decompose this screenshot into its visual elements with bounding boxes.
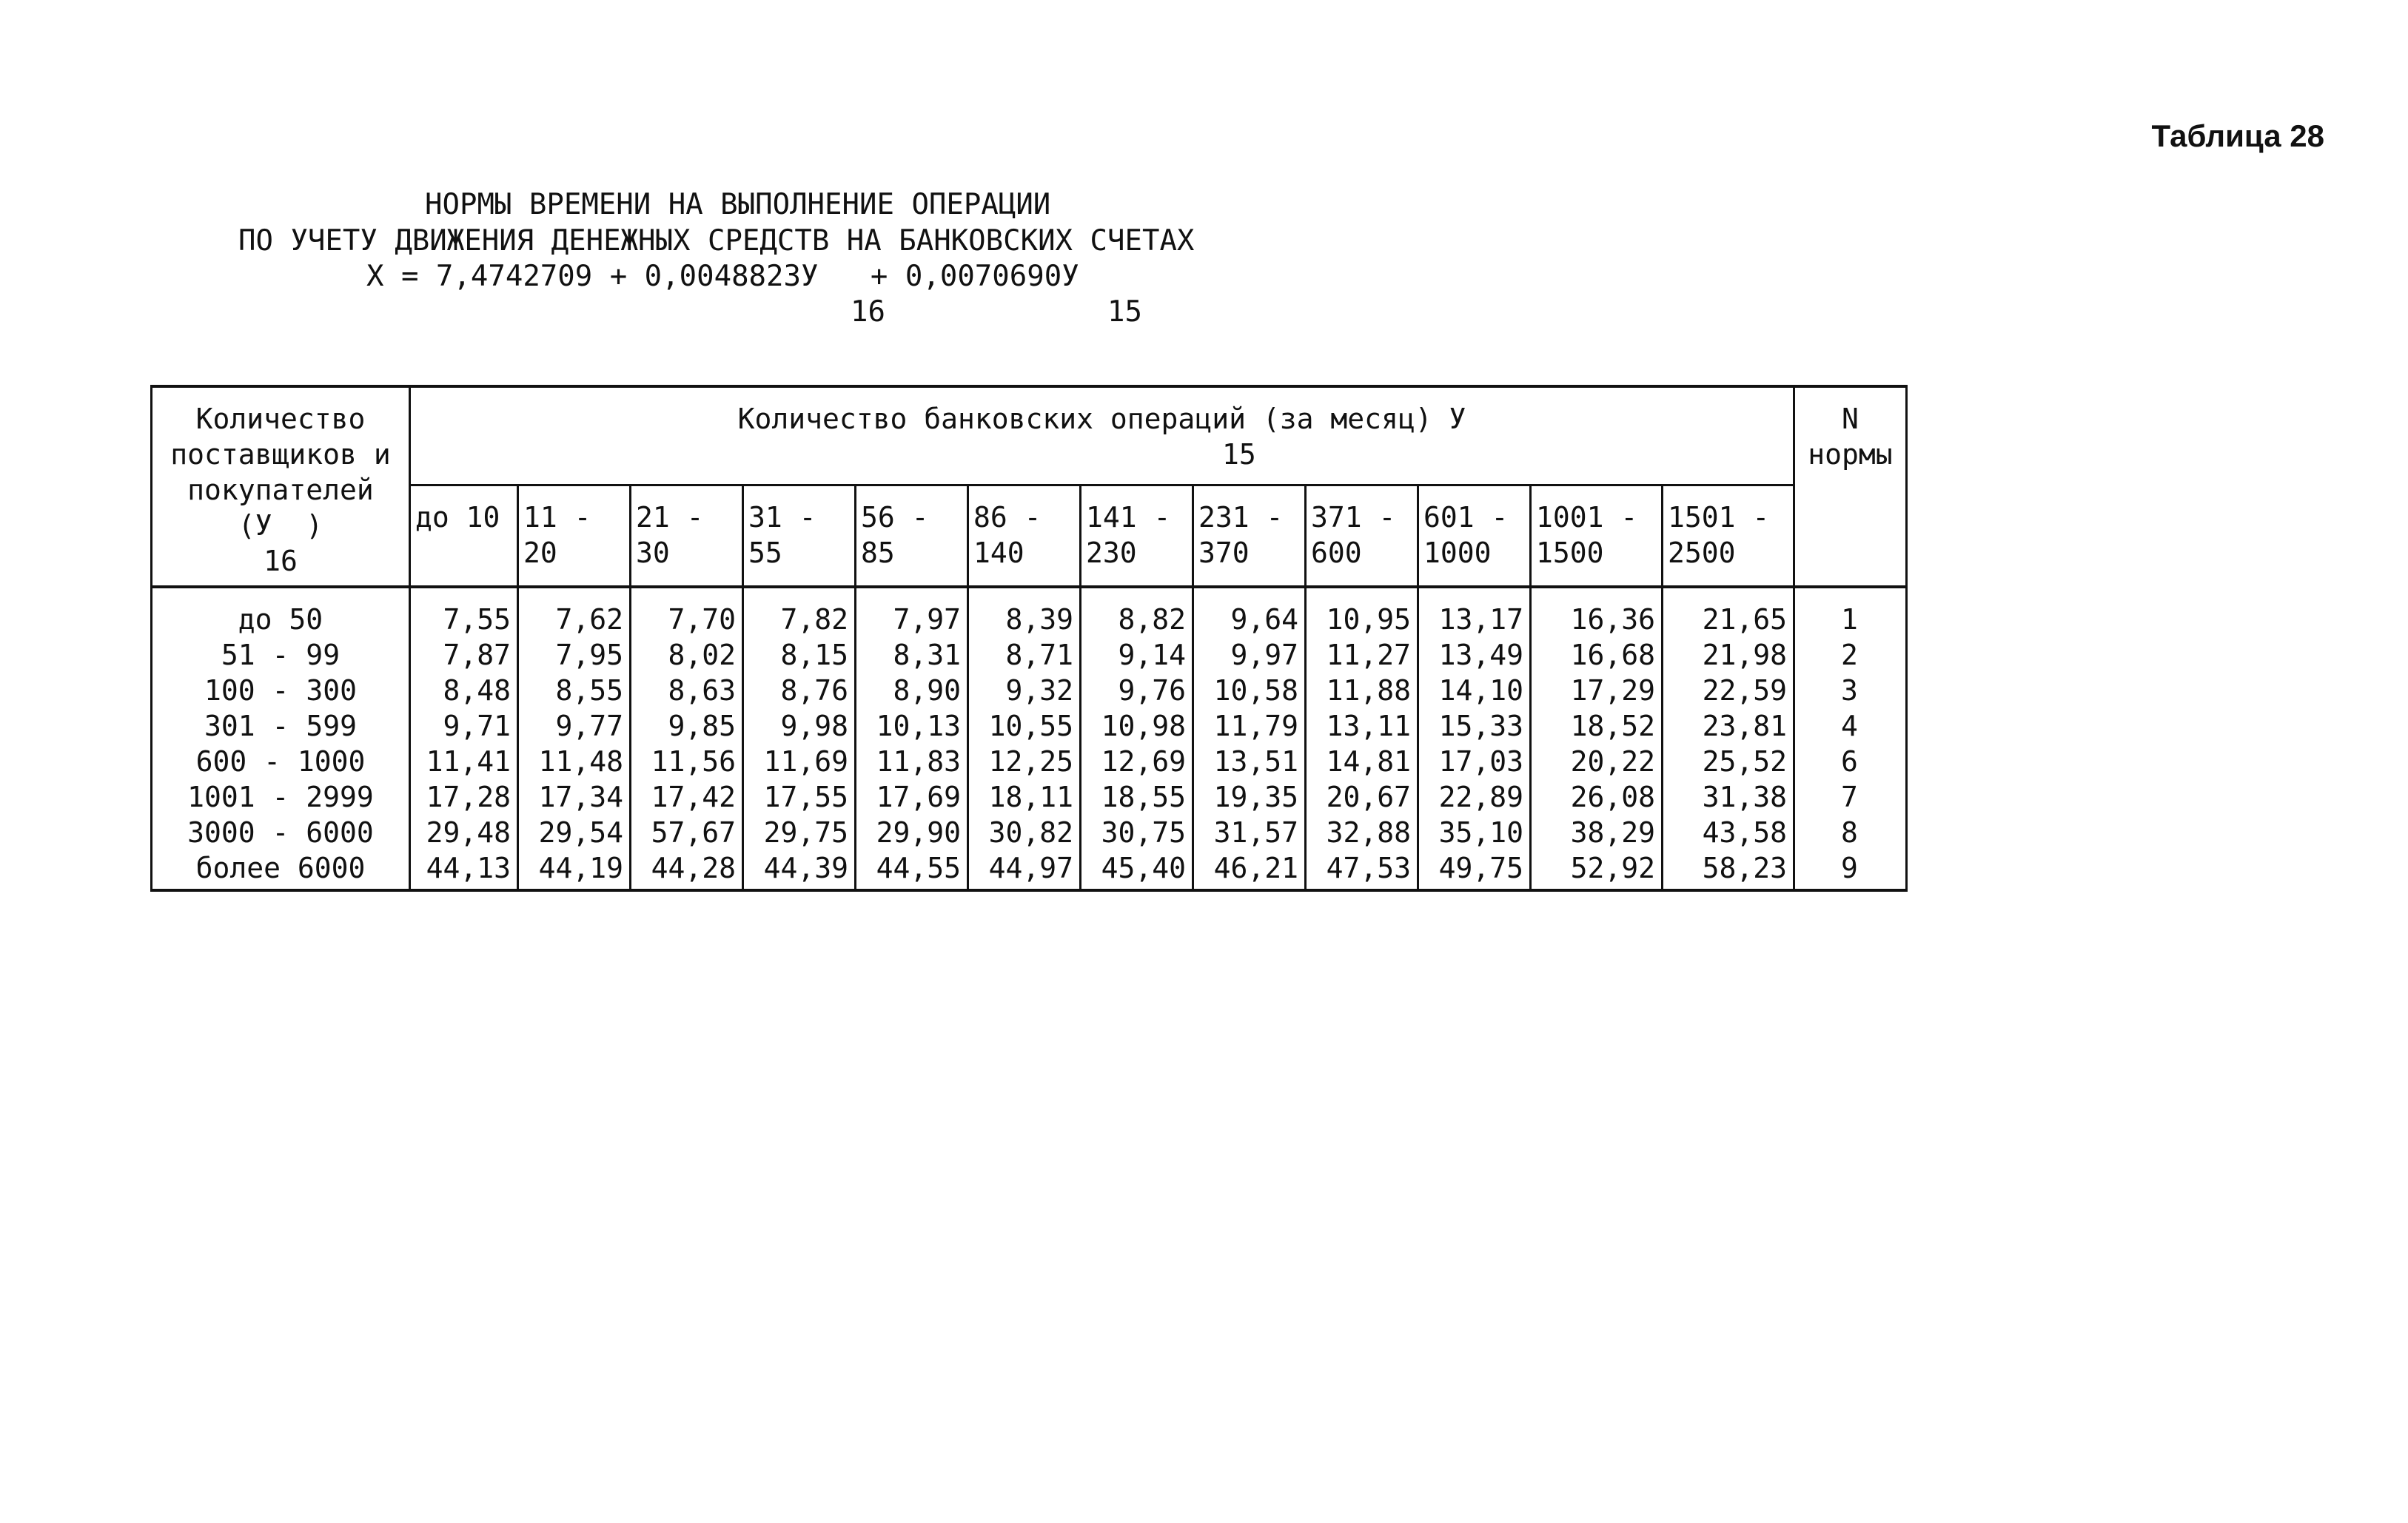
norm-value: 18,52 bbox=[1531, 708, 1663, 744]
norm-value: 8,76 bbox=[743, 673, 856, 708]
norm-value: 7,62 bbox=[518, 587, 631, 637]
range-header-cell bbox=[743, 485, 856, 588]
norm-value: 14,81 bbox=[1306, 744, 1418, 779]
range-header-cell bbox=[1531, 485, 1663, 588]
norm-value: 8,31 bbox=[856, 637, 968, 673]
norm-value: 17,28 bbox=[410, 779, 518, 815]
norm-value: 23,81 bbox=[1663, 708, 1794, 744]
table-row bbox=[152, 637, 1907, 673]
table-row bbox=[152, 587, 1907, 637]
norm-value: 16,68 bbox=[1531, 637, 1663, 673]
norm-value: 11,83 bbox=[856, 744, 968, 779]
range-header-cell bbox=[1081, 485, 1193, 588]
norm-value: 9,71 bbox=[410, 708, 518, 744]
norm-value: 31,38 bbox=[1663, 779, 1794, 815]
norm-value: 11,69 bbox=[743, 744, 856, 779]
norm-value: 52,92 bbox=[1531, 850, 1663, 890]
norm-value: 25,52 bbox=[1663, 744, 1794, 779]
norm-value: 8,82 bbox=[1081, 587, 1193, 637]
range-header-line: 1501 - bbox=[1668, 501, 1770, 534]
row-label-line: Количество bbox=[195, 403, 366, 435]
norm-value: 13,11 bbox=[1306, 708, 1418, 744]
norm-value: 44,28 bbox=[631, 850, 743, 890]
header-row bbox=[152, 386, 1907, 485]
norm-value: 44,19 bbox=[518, 850, 631, 890]
norm-number: 7 bbox=[1794, 779, 1907, 815]
norm-value: 9,98 bbox=[743, 708, 856, 744]
range-header-line: 85 bbox=[861, 537, 895, 569]
norm-value: 29,75 bbox=[743, 815, 856, 850]
norm-value: 7,70 bbox=[631, 587, 743, 637]
norm-value: 11,27 bbox=[1306, 637, 1418, 673]
norm-value: 7,87 bbox=[410, 637, 518, 673]
norm-value: 8,48 bbox=[410, 673, 518, 708]
range-header-line: 2500 bbox=[1668, 537, 1736, 569]
norm-value: 44,55 bbox=[856, 850, 968, 890]
norm-number: 8 bbox=[1794, 815, 1907, 850]
norm-value: 44,97 bbox=[968, 850, 1081, 890]
norm-value: 12,69 bbox=[1081, 744, 1193, 779]
norm-number-header bbox=[1794, 386, 1907, 587]
norm-value: 8,71 bbox=[968, 637, 1081, 673]
norm-value: 47,53 bbox=[1306, 850, 1418, 890]
row-label: 51 - 99 bbox=[152, 637, 410, 673]
norm-value: 8,02 bbox=[631, 637, 743, 673]
norm-value: 9,14 bbox=[1081, 637, 1193, 673]
norm-value: 9,97 bbox=[1193, 637, 1306, 673]
range-header-line: 21 - bbox=[636, 501, 704, 534]
norm-value: 9,85 bbox=[631, 708, 743, 744]
norm-value: 7,82 bbox=[743, 587, 856, 637]
norm-value: 13,51 bbox=[1193, 744, 1306, 779]
range-header-line: 55 bbox=[748, 537, 782, 569]
norm-value: 8,39 bbox=[968, 587, 1081, 637]
range-header-line: 370 bbox=[1198, 537, 1250, 569]
range-header-line: 86 - bbox=[973, 501, 1042, 534]
norm-value: 19,35 bbox=[1193, 779, 1306, 815]
norm-value: 7,97 bbox=[856, 587, 968, 637]
norm-value: 58,23 bbox=[1663, 850, 1794, 890]
norm-number: 4 bbox=[1794, 708, 1907, 744]
norm-value: 17,55 bbox=[743, 779, 856, 815]
norm-value: 17,42 bbox=[631, 779, 743, 815]
operations-label: Количество банковских операций (за месяц) У bbox=[737, 403, 1466, 435]
norm-value: 13,17 bbox=[1418, 587, 1531, 637]
range-header-line: 601 - bbox=[1423, 501, 1509, 534]
table-row bbox=[152, 744, 1907, 779]
range-header-cell bbox=[1663, 485, 1794, 588]
norm-value: 10,58 bbox=[1193, 673, 1306, 708]
norm-value: 10,95 bbox=[1306, 587, 1418, 637]
norm-number: 9 bbox=[1794, 850, 1907, 890]
norm-value: 17,29 bbox=[1531, 673, 1663, 708]
row-label-line: поставщиков и bbox=[170, 438, 391, 471]
table-row bbox=[152, 779, 1907, 815]
row-label-line: покупателей bbox=[187, 474, 374, 506]
norm-value: 10,98 bbox=[1081, 708, 1193, 744]
range-header-row bbox=[152, 485, 1907, 588]
range-header-line: 371 - bbox=[1311, 501, 1396, 534]
norm-value: 9,77 bbox=[518, 708, 631, 744]
norm-value: 38,29 bbox=[1531, 815, 1663, 850]
row-label: 600 - 1000 bbox=[152, 744, 410, 779]
table-row bbox=[152, 673, 1907, 708]
norm-value: 11,41 bbox=[410, 744, 518, 779]
norm-value: 30,82 bbox=[968, 815, 1081, 850]
range-header-line: 1000 bbox=[1423, 537, 1492, 569]
row-label-line: 16 bbox=[264, 545, 298, 577]
range-header-line: 140 bbox=[973, 537, 1024, 569]
norm-value: 11,48 bbox=[518, 744, 631, 779]
range-header-line: 230 bbox=[1086, 537, 1137, 569]
norm-value: 17,34 bbox=[518, 779, 631, 815]
norm-value: 18,11 bbox=[968, 779, 1081, 815]
norm-value: 32,88 bbox=[1306, 815, 1418, 850]
norm-value: 15,33 bbox=[1418, 708, 1531, 744]
norm-value: 22,89 bbox=[1418, 779, 1531, 815]
norms-table bbox=[150, 385, 1908, 892]
range-header-line: 56 - bbox=[861, 501, 929, 534]
norm-number: 6 bbox=[1794, 744, 1907, 779]
norm-value: 44,39 bbox=[743, 850, 856, 890]
operations-subscript: 15 bbox=[1222, 438, 1256, 471]
norm-value: 12,25 bbox=[968, 744, 1081, 779]
formula-subscripts bbox=[851, 295, 1142, 330]
norm-value: 10,13 bbox=[856, 708, 968, 744]
norm-value: 16,36 bbox=[1531, 587, 1663, 637]
operations-header bbox=[410, 386, 1794, 485]
norm-value: 31,57 bbox=[1193, 815, 1306, 850]
row-label: до 50 bbox=[152, 587, 410, 637]
norm-value: 14,10 bbox=[1418, 673, 1531, 708]
norm-value: 7,95 bbox=[518, 637, 631, 673]
norm-number: 2 bbox=[1794, 637, 1907, 673]
range-header-cell bbox=[856, 485, 968, 588]
range-header-line: 1001 - bbox=[1536, 501, 1638, 534]
norm-number: 1 bbox=[1794, 587, 1907, 637]
norm-value: 49,75 bbox=[1418, 850, 1531, 890]
formula-line: X = 7,4742709 + 0,0048823У + 0,0070690У bbox=[366, 260, 1079, 293]
norm-number-line: N bbox=[1842, 403, 1859, 435]
row-label: 1001 - 2999 bbox=[152, 779, 410, 815]
norm-number-line: нормы bbox=[1808, 438, 1893, 471]
range-header-line: 1500 bbox=[1536, 537, 1604, 569]
norm-value: 13,49 bbox=[1418, 637, 1531, 673]
norm-value: 9,64 bbox=[1193, 587, 1306, 637]
title-line-1: НОРМЫ ВРЕМЕНИ НА ВЫПОЛНЕНИЕ ОПЕРАЦИИ bbox=[425, 188, 1051, 221]
range-header-cell bbox=[410, 485, 518, 588]
norm-value: 46,21 bbox=[1193, 850, 1306, 890]
range-header-cell bbox=[518, 485, 631, 588]
norm-value: 43,58 bbox=[1663, 815, 1794, 850]
norm-value: 7,55 bbox=[410, 587, 518, 637]
norm-value: 29,54 bbox=[518, 815, 631, 850]
row-label: 3000 - 6000 bbox=[152, 815, 410, 850]
norm-value: 11,79 bbox=[1193, 708, 1306, 744]
range-header-line: 31 - bbox=[748, 501, 816, 534]
norm-value: 10,55 bbox=[968, 708, 1081, 744]
table-row bbox=[152, 850, 1907, 890]
norm-value: 18,55 bbox=[1081, 779, 1193, 815]
norm-value: 35,10 bbox=[1418, 815, 1531, 850]
norm-value: 17,69 bbox=[856, 779, 968, 815]
range-header-line: 231 - bbox=[1198, 501, 1284, 534]
row-label-line: (У ) bbox=[238, 509, 323, 542]
range-header-cell bbox=[1306, 485, 1418, 588]
range-header-cell bbox=[968, 485, 1081, 588]
norm-value: 22,59 bbox=[1663, 673, 1794, 708]
norm-value: 29,90 bbox=[856, 815, 968, 850]
row-label: более 6000 bbox=[152, 850, 410, 890]
norm-value: 8,63 bbox=[631, 673, 743, 708]
row-label: 100 - 300 bbox=[152, 673, 410, 708]
table-number: Таблица 28 bbox=[2151, 118, 2324, 153]
norm-value: 20,22 bbox=[1531, 744, 1663, 779]
title-line-2: ПО УЧЕТУ ДВИЖЕНИЯ ДЕНЕЖНЫХ СРЕДСТВ НА БАНКОВСКИХ СЧЕТАХ bbox=[238, 224, 1195, 258]
norm-value: 30,75 bbox=[1081, 815, 1193, 850]
range-header-line: 600 bbox=[1311, 537, 1362, 569]
range-header-cell bbox=[1418, 485, 1531, 588]
range-header-cell bbox=[1193, 485, 1306, 588]
range-header-line: 30 bbox=[636, 537, 670, 569]
norm-value: 8,90 bbox=[856, 673, 968, 708]
norm-value: 20,67 bbox=[1306, 779, 1418, 815]
norm-value: 8,55 bbox=[518, 673, 631, 708]
range-header-line: 20 bbox=[523, 537, 557, 569]
table-row bbox=[152, 708, 1907, 744]
norm-value: 11,56 bbox=[631, 744, 743, 779]
formula-subscript-16: 16 bbox=[851, 295, 885, 329]
range-header-cell bbox=[631, 485, 743, 588]
norm-value: 11,88 bbox=[1306, 673, 1418, 708]
norm-number: 3 bbox=[1794, 673, 1907, 708]
range-header-line: до 10 bbox=[415, 501, 500, 534]
norm-value: 8,15 bbox=[743, 637, 856, 673]
norm-value: 9,32 bbox=[968, 673, 1081, 708]
norm-value: 29,48 bbox=[410, 815, 518, 850]
formula-subscript-15: 15 bbox=[1107, 295, 1142, 329]
row-label-header bbox=[152, 386, 410, 587]
norm-value: 9,76 bbox=[1081, 673, 1193, 708]
norm-value: 57,67 bbox=[631, 815, 743, 850]
range-header-line: 141 - bbox=[1086, 501, 1171, 534]
row-label: 301 - 599 bbox=[152, 708, 410, 744]
norm-value: 21,65 bbox=[1663, 587, 1794, 637]
norm-value: 26,08 bbox=[1531, 779, 1663, 815]
range-header-line: 11 - bbox=[523, 501, 591, 534]
norm-value: 21,98 bbox=[1663, 637, 1794, 673]
table-row bbox=[152, 815, 1907, 850]
norm-value: 17,03 bbox=[1418, 744, 1531, 779]
norm-value: 44,13 bbox=[410, 850, 518, 890]
norm-value: 45,40 bbox=[1081, 850, 1193, 890]
